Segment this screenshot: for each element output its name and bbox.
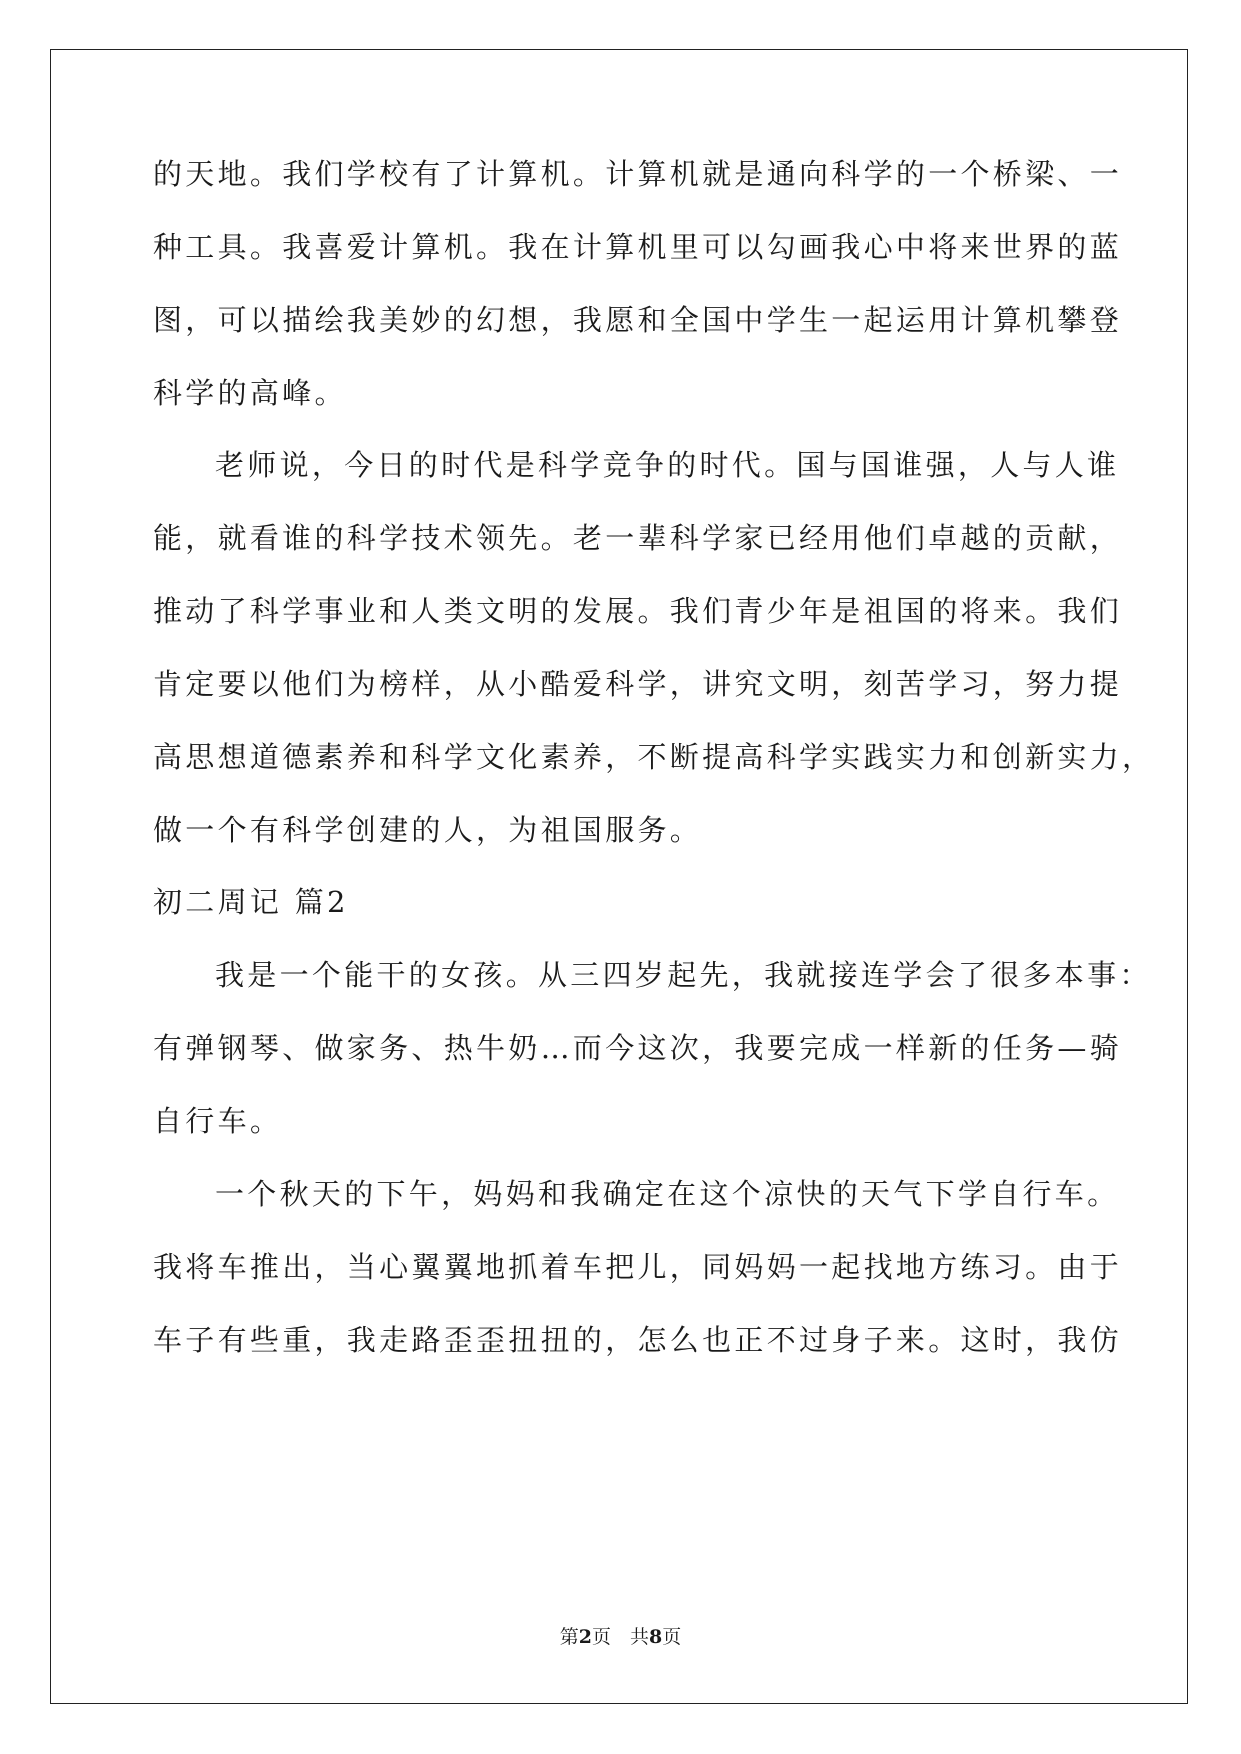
text-line: 自行车。	[153, 1104, 283, 1138]
section-heading: 初二周记 篇2	[153, 885, 349, 919]
text-line: 种工具。我喜爱计算机。我在计算机里可以勾画我心中将来世界的蓝	[153, 230, 1123, 264]
page-border	[50, 49, 1188, 1704]
text-line: 老师说，今日的时代是科学竞争的时代。国与国谁强，人与人谁	[215, 448, 1120, 482]
page-label-suffix: 页	[662, 1626, 682, 1648]
page-footer	[0, 1622, 1241, 1649]
page-total-number: 8	[649, 1626, 663, 1648]
text-line: 推动了科学事业和人类文明的发展。我们青少年是祖国的将来。我们	[153, 594, 1123, 628]
text-line: 有弹钢琴、做家务、热牛奶…而今这次，我要完成一样新的任务—骑	[153, 1031, 1123, 1065]
text-line: 肯定要以他们为榜样，从小酷爱科学，讲究文明，刻苦学习，努力提	[153, 667, 1123, 701]
page-current-number: 2	[578, 1626, 592, 1648]
text-line: 能，就看谁的科学技术领先。老一辈科学家已经用他们卓越的贡献，	[153, 521, 1123, 555]
page-label-prefix: 第	[559, 1626, 579, 1648]
text-line: 我是一个能干的女孩。从三四岁起先，我就接连学会了很多本事：	[215, 958, 1152, 992]
text-line: 图，可以描绘我美妙的幻想，我愿和全国中学生一起运用计算机攀登	[153, 303, 1123, 337]
page-label-mid: 页 共	[591, 1626, 649, 1648]
text-line: 一个秋天的下午，妈妈和我确定在这个凉快的天气下学自行车。	[215, 1177, 1120, 1211]
text-line: 高思想道德素养和科学文化素养，不断提高科学实践实力和创新实力，	[153, 740, 1155, 774]
text-line: 科学的高峰。	[153, 376, 347, 410]
text-line: 我将车推出，当心翼翼地抓着车把儿，同妈妈一起找地方练习。由于	[153, 1250, 1123, 1284]
text-line: 的天地。我们学校有了计算机。计算机就是通向科学的一个桥梁、一	[153, 157, 1123, 191]
text-line: 做一个有科学创建的人，为祖国服务。	[153, 813, 703, 847]
text-line: 车子有些重，我走路歪歪扭扭的，怎么也正不过身子来。这时，我仿	[153, 1323, 1123, 1357]
